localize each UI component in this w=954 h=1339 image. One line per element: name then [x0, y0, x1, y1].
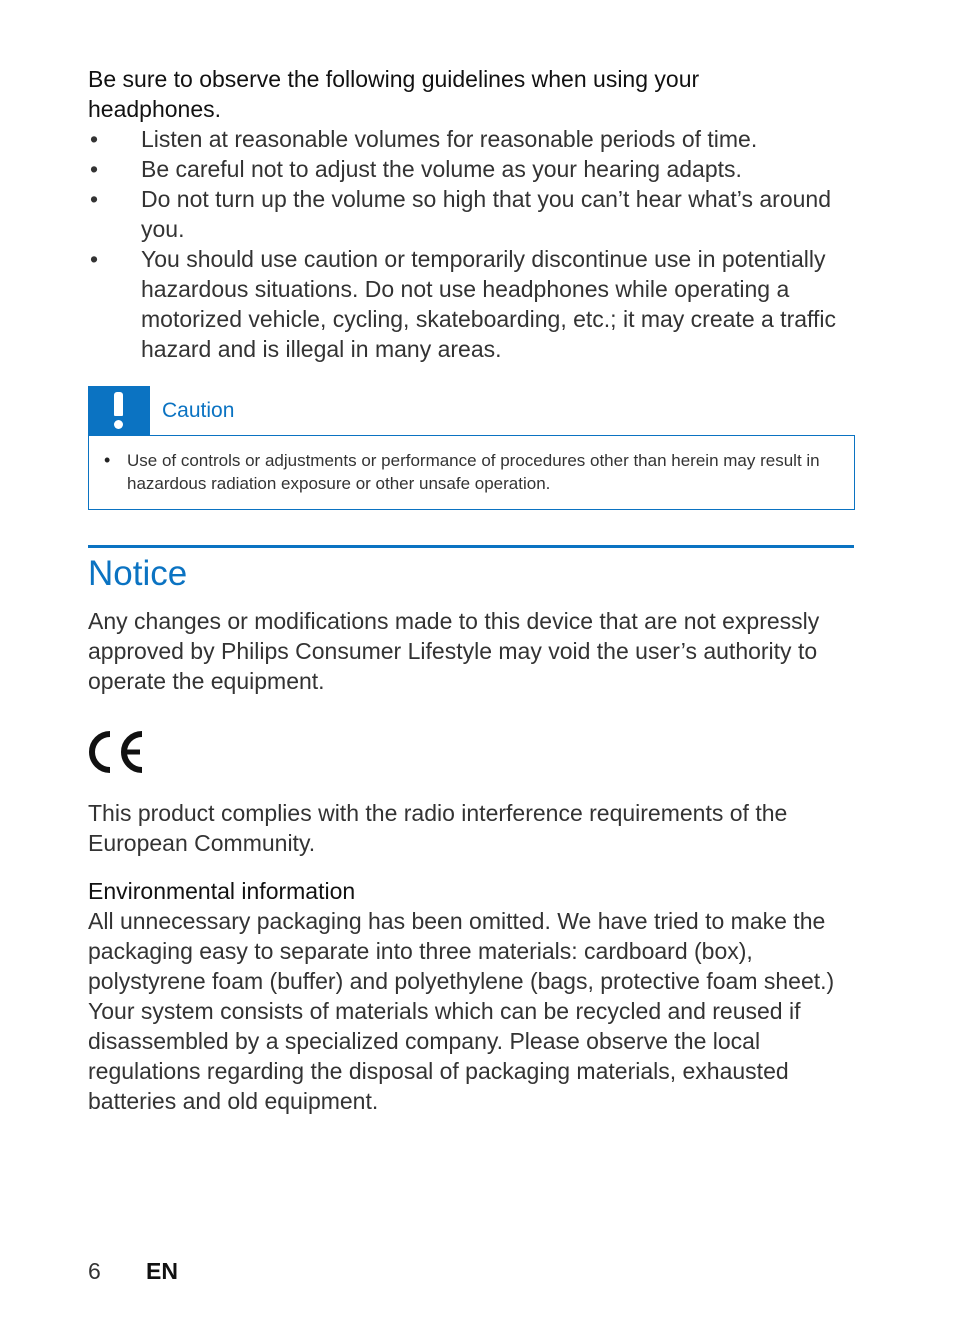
exclamation-icon [88, 386, 150, 435]
page-footer [88, 1256, 178, 1286]
caution-box [88, 435, 855, 510]
bullet: • [104, 450, 111, 470]
language-code: EN [146, 1258, 178, 1284]
environment-heading: Environmental information [88, 878, 356, 904]
page-number: 6 [88, 1258, 101, 1284]
notice-heading: Notice [88, 554, 188, 593]
ce-compliance-text: This product complies with the radio interference requirements of the European Community. [88, 800, 788, 856]
guidelines-intro: Be sure to observe the following guidelines when using your headphones. [88, 66, 700, 122]
list-item: • Be careful not to adjust the volume as your hearing adapts. [90, 156, 742, 182]
ce-mark-icon [88, 730, 146, 774]
notice-text: Any changes or modifications made to this device that are not expressly approved by Philips Consumer Lifestyle may void the user’s authority to operate the equipment. [88, 608, 820, 694]
list-item: • Listen at reasonable volumes for reasonable periods of time. [90, 126, 758, 152]
caution-text: Use of controls or adjustments or performance of procedures other than herein may result in hazardous radiation exposure or other unsafe operation. [127, 451, 820, 493]
environment-text: All unnecessary packaging has been omitted. We have tried to make the packaging easy to separate into three materials: cardboard (box), polystyrene foam (buffer) and polyethylene (bags, protective foam sheet.) Your system consists of materials which can be recycled and reused if disassembled by a specialized company. Please observe the local regulations regarding the disposal of packaging materials, exhausted batteries and old equipment. [88, 908, 835, 1114]
guidelines-list [88, 124, 868, 364]
caution-header [88, 386, 855, 435]
caution-title: Caution [162, 399, 235, 422]
section-divider [88, 545, 854, 548]
list-item: • You should use caution or temporarily discontinue use in potentially hazardous situations. Do not use headphones while operating a motorized vehicle, cycling, skateboarding, etc.; it may create a traffic hazard and is illegal in many areas. [90, 246, 836, 362]
list-item: • Do not turn up the volume so high that you can’t hear what’s around you. [90, 186, 832, 242]
